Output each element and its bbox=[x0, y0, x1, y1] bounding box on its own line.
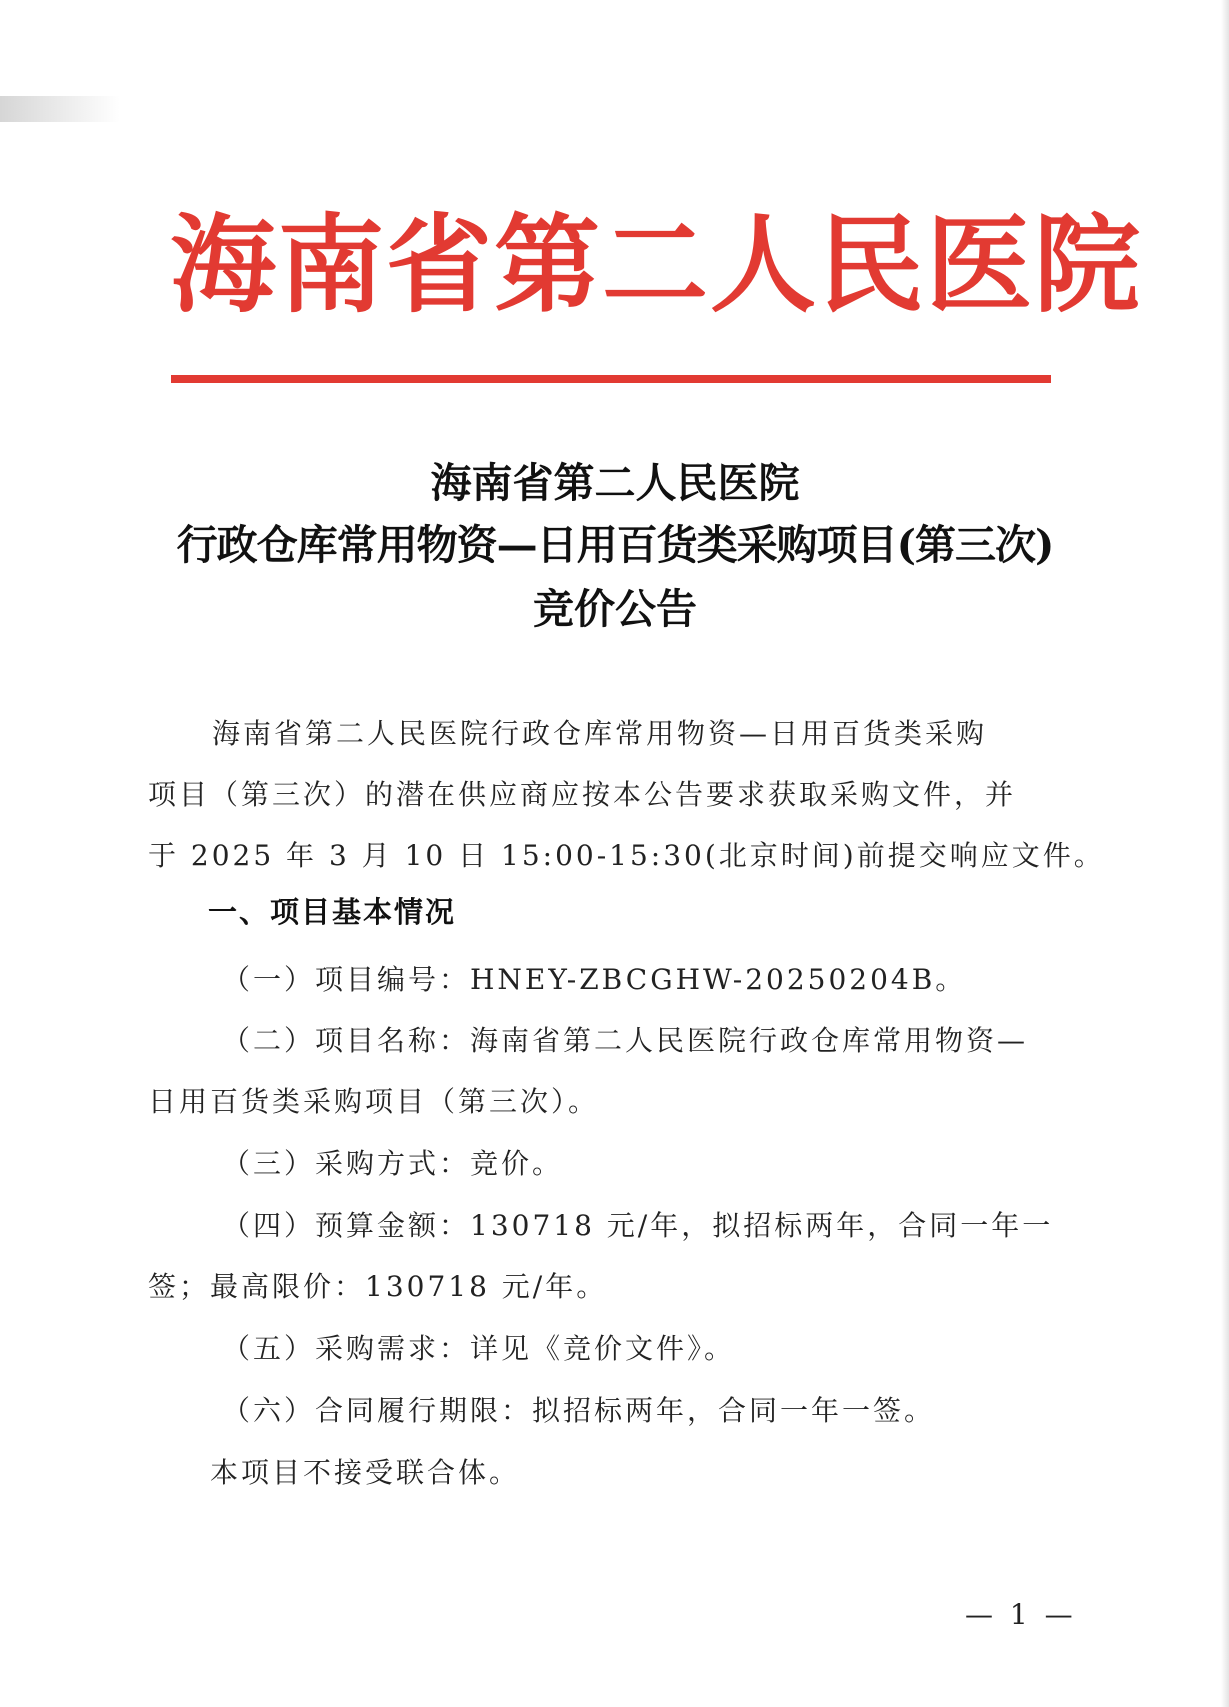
intro-line-2: 项目（第三次）的潜在供应商应按本公告要求获取采购文件，并 bbox=[148, 778, 1017, 811]
title-line-3: 竞价公告 bbox=[533, 585, 697, 633]
item-project-number: （一）项目编号：HNEY-ZBCGHW-20250204B。 bbox=[222, 963, 967, 996]
scan-edge-shadow bbox=[1221, 0, 1229, 1707]
item-procurement-method: （三）采购方式：竞价。 bbox=[222, 1147, 564, 1180]
title-line-2: 行政仓库常用物资—日用百货类采购项目(第三次) bbox=[176, 521, 1054, 569]
item-project-name-line-2: 日用百货类采购项目（第三次）。 bbox=[148, 1085, 600, 1118]
section-heading-basic-info: 一、项目基本情况 bbox=[208, 895, 457, 929]
page-number: — 1 — bbox=[965, 1598, 1077, 1631]
item-budget-line-1: （四）预算金额：130718 元/年，拟招标两年，合同一年一 bbox=[222, 1209, 1054, 1242]
scan-artifact bbox=[0, 96, 120, 122]
intro-line-3: 于 2025 年 3 月 10 日 15:00-15:30(北京时间)前提交响应文件。 bbox=[148, 839, 1105, 872]
letterhead-red-rule bbox=[171, 375, 1051, 383]
letterhead-org-name: 海南省第二人民医院 bbox=[170, 202, 1142, 327]
note-no-consortium: 本项目不接受联合体。 bbox=[210, 1456, 521, 1489]
item-budget-line-2: 签；最高限价：130718 元/年。 bbox=[148, 1270, 608, 1303]
item-contract-period: （六）合同履行期限：拟招标两年，合同一年一签。 bbox=[222, 1394, 936, 1427]
item-project-name-line-1: （二）项目名称：海南省第二人民医院行政仓库常用物资— bbox=[222, 1024, 1029, 1057]
intro-line-1: 海南省第二人民医院行政仓库常用物资—日用百货类采购 bbox=[212, 717, 988, 750]
title-line-1: 海南省第二人民医院 bbox=[430, 459, 800, 507]
item-requirements: （五）采购需求：详见《竞价文件》。 bbox=[222, 1332, 736, 1365]
